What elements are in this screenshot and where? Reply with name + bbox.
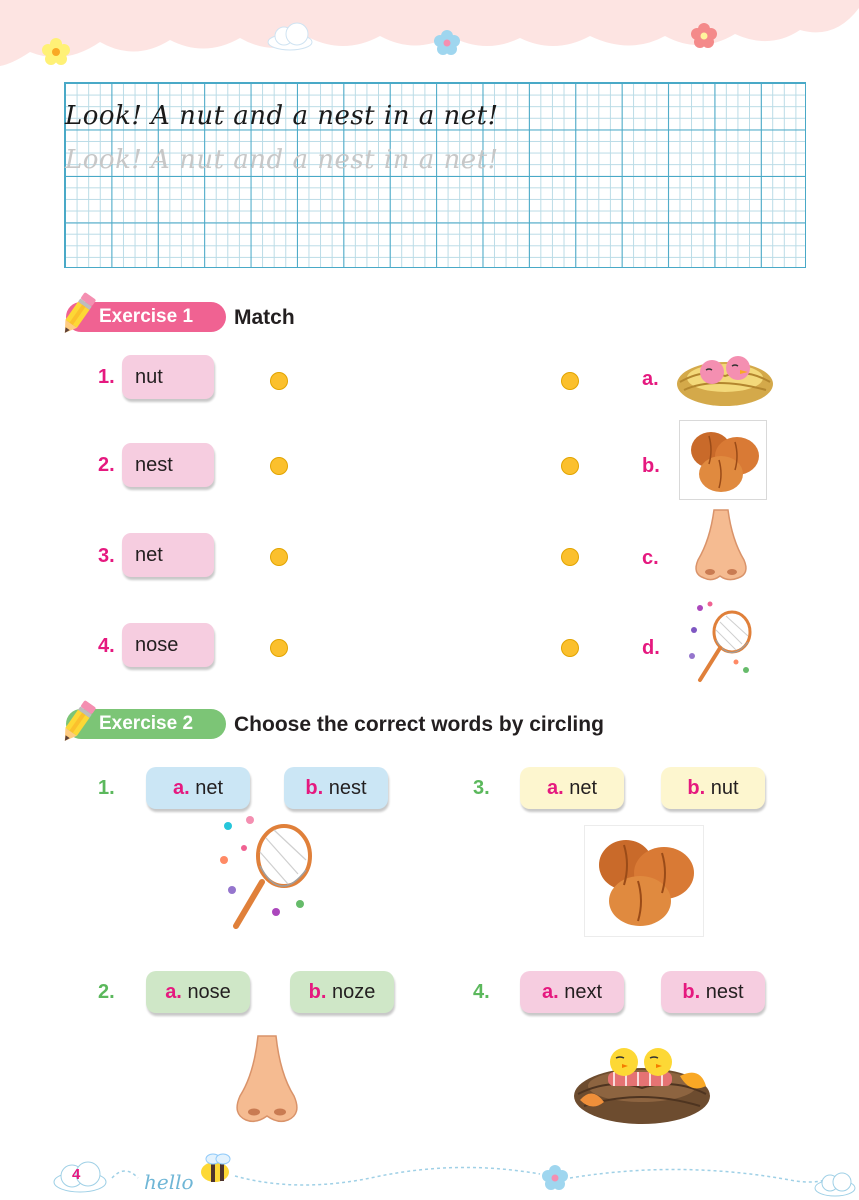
exercise-2-instruction: Choose the correct words by circling <box>234 713 604 736</box>
ex1-picture-label: a. <box>642 368 659 390</box>
ex1-picture-label: c. <box>642 547 659 569</box>
match-dot-left[interactable] <box>270 457 288 475</box>
handwriting-practice-grid[interactable] <box>64 82 806 268</box>
match-dot-left[interactable] <box>270 639 288 657</box>
exercise-1-badge: Exercise 1 <box>66 302 226 332</box>
bird-nest-icon <box>674 346 776 410</box>
ex1-number: 3. <box>98 545 115 567</box>
nose-icon <box>230 1034 304 1126</box>
ex2-question-number: 1. <box>98 777 115 799</box>
ex1-word-box: nut <box>122 355 214 399</box>
exercise-1-instruction: Match <box>234 306 295 329</box>
hello-decoration-text: hello <box>144 1170 194 1194</box>
ex2-option-b[interactable]: b. nest <box>661 971 765 1013</box>
page-number: 4 <box>72 1166 81 1183</box>
butterfly-net-icon <box>686 600 758 684</box>
match-dot-right[interactable] <box>561 639 579 657</box>
ex2-option-b[interactable]: b. noze <box>290 971 394 1013</box>
ex2-option-a[interactable]: a. next <box>520 971 624 1013</box>
ex1-word-box: net <box>122 533 214 577</box>
blue-flower-icon <box>542 1165 568 1190</box>
chicks-in-nest-icon <box>570 1036 714 1128</box>
cursive-trace-sentence: Look! A nut and a nest in a net! <box>65 145 499 175</box>
nuts-icon <box>679 420 767 500</box>
ex1-number: 1. <box>98 366 115 388</box>
ex2-option-b[interactable]: b. nest <box>284 767 388 809</box>
ex2-option-a[interactable]: a. net <box>146 767 250 809</box>
ex1-word-box: nose <box>122 623 214 667</box>
ex2-question-number: 3. <box>473 777 490 799</box>
match-dot-right[interactable] <box>561 372 579 390</box>
cursive-model-sentence: Look! A nut and a nest in a net! <box>65 101 499 131</box>
cloud-icon <box>815 1173 855 1196</box>
ex2-option-b[interactable]: b. nut <box>661 767 765 809</box>
ex2-option-a[interactable]: a. nose <box>146 971 250 1013</box>
match-dot-left[interactable] <box>270 548 288 566</box>
ex2-question-number: 4. <box>473 981 490 1003</box>
bee-icon <box>201 1154 230 1182</box>
nose-icon <box>690 508 752 584</box>
pencil-icon <box>58 698 98 746</box>
match-dot-right[interactable] <box>561 457 579 475</box>
match-dot-left[interactable] <box>270 372 288 390</box>
exercise-2-badge: Exercise 2 <box>66 709 226 739</box>
nuts-icon <box>584 825 704 937</box>
ex1-picture-label: b. <box>642 455 660 477</box>
butterfly-net-icon <box>214 812 314 930</box>
footer-decoration <box>0 1150 859 1200</box>
match-dot-right[interactable] <box>561 548 579 566</box>
ex2-option-a[interactable]: a. net <box>520 767 624 809</box>
header-cloud-band <box>0 0 859 80</box>
ex1-number: 2. <box>98 454 115 476</box>
ex2-question-number: 2. <box>98 981 115 1003</box>
ex1-picture-label: d. <box>642 637 660 659</box>
pencil-icon <box>58 290 98 338</box>
ex1-number: 4. <box>98 635 115 657</box>
ex1-word-box: nest <box>122 443 214 487</box>
